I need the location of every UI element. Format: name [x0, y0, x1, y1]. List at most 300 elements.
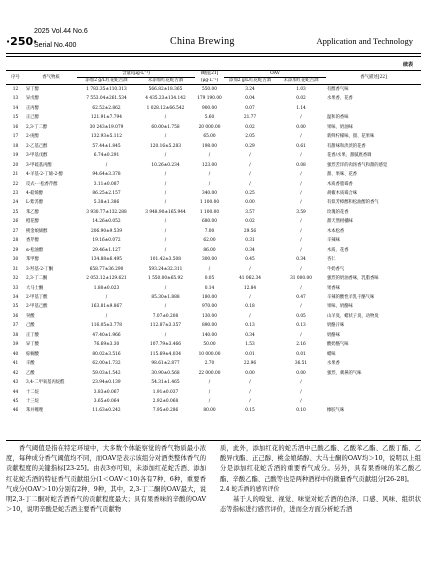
cell-threshold: 62.00 — [203, 238, 216, 244]
cell-oav-noadd: / — [300, 398, 302, 404]
table-row — [6, 142, 421, 151]
cell-content-add: 11.63±0.242 — [92, 408, 121, 414]
cell-oav-noadd: 0.34 — [296, 257, 306, 263]
cell-content-noadd: 593.24±32.311 — [148, 266, 183, 272]
section-heading: 2.4 蛇舌酒的感官评价 — [220, 485, 280, 493]
cell-oav-add: 3.24 — [245, 87, 255, 92]
cell-aroma — [326, 388, 421, 397]
cell-no: 31 — [12, 266, 19, 272]
cell-content-noadd: / — [164, 181, 167, 187]
cell-content-noadd: / — [164, 219, 167, 225]
cell-no: 12 — [12, 87, 19, 92]
header-threshold: 阈值[21] — [195, 71, 224, 78]
cell-oav-add: 41 062.34 — [239, 276, 261, 282]
cell-content-add: 57.44±1.845 — [92, 143, 121, 149]
cell-oav-add: / — [249, 266, 251, 272]
cell-no: 44 — [12, 389, 19, 395]
cell-compound: 异丁醇 — [26, 87, 39, 92]
table-row — [6, 369, 421, 378]
cell-oav-add: 3.57 — [245, 209, 255, 215]
table-row — [6, 274, 421, 283]
cell-no: 29 — [12, 247, 19, 253]
cell-oav-add: 0.25 — [245, 190, 255, 196]
cell-aroma: 甜天然柑橘味 — [327, 219, 353, 225]
table-row — [6, 208, 421, 217]
cell-no: 37 — [12, 323, 19, 329]
cell-content-add: 30 243±19.079 — [89, 124, 124, 130]
volume-info: 2025 Vol.44 No.6 — [34, 28, 88, 35]
cell-no: 16 — [12, 124, 19, 130]
cell-content-noadd: 107.79±3.466 — [150, 342, 181, 348]
cell-threshold: 2.70 — [204, 361, 215, 367]
cell-oav-add: / — [249, 153, 251, 159]
cell-oav-add: 2.05 — [245, 134, 255, 140]
cell-threshold: 680.00 — [201, 219, 218, 225]
page-number: ·250· — [6, 35, 38, 48]
table-row — [6, 161, 421, 170]
cell-compound: 反式-一松香芹醇 — [26, 181, 58, 187]
cell-no: 19 — [12, 153, 19, 159]
cell-threshold: / — [208, 266, 211, 272]
header-threshold-unit: (μg·L⁻¹) — [195, 78, 224, 85]
cell-oav-add: / — [249, 162, 251, 168]
cell-compound: 3,4-二甲氧基丙烷醛 — [26, 380, 65, 386]
cell-threshold: 22 000.00 — [198, 370, 221, 376]
table-row — [6, 104, 421, 113]
cell-content-add: 7 553.04±261.534 — [86, 96, 127, 102]
cell-content-add: 47.40±1.966 — [92, 332, 121, 338]
cell-compound: α-松油醇 — [26, 247, 44, 253]
cell-content-add: 6.74±0.291 — [93, 153, 120, 159]
cell-oav-add: 0.02 — [245, 124, 255, 130]
cell-aroma: 辛辣味 — [327, 238, 340, 244]
cell-compound: 异戊醇 — [26, 96, 39, 102]
cell-oav-noadd: / — [300, 247, 302, 253]
cell-oav-add: 0.00 — [245, 200, 255, 206]
table-row — [6, 321, 421, 330]
cell-no: 43 — [12, 380, 19, 386]
aroma-table — [6, 70, 421, 416]
paragraph-left: 香气阈值是指在特定环境中，大多数个体能察觉的香气物质最小浓度，每种成分香气阈值均不同，而OAV是表示该组分对酒类整体香气的贡献程度的关键指标[23-25]。由表3亦可知，未添加红花蛇舌酒、添加红花蛇舌酒的特征香气贡献组分(1＜OAV＜10)各有7种、6种，重要香气成分(OAV＞10)分别有2种、9种，其中，2,3-丁二酮的OAV最大，说明2,3-丁二酮对蛇舌酒香气的贡献程度最大；具有果香味的辛酸的OAV＞10，说明辛酸是蛇舌酒主要香气贡献物 — [6, 445, 206, 514]
header-rule-thin — [6, 56, 421, 57]
cell-no: 23 — [12, 190, 19, 196]
cell-content-add: 76.69±3.30 — [93, 342, 120, 348]
cell-aroma: 水果香、花香 — [327, 96, 353, 102]
cell-content-add: 1.80±0.023 — [93, 285, 120, 291]
cell-content-noadd: 7.07±0.208 — [152, 313, 179, 319]
table-row — [6, 350, 421, 359]
table-row — [6, 397, 421, 406]
cell-content-noadd: / — [164, 153, 167, 159]
cell-oav-noadd: 2.16 — [296, 342, 306, 348]
cell-content-noadd: 2.92±0.068 — [152, 398, 179, 404]
cell-compound: 2-甲基己酸 — [26, 304, 48, 310]
cell-oav-noadd: 0.01 — [296, 351, 306, 357]
cell-oav-noadd: 3.59 — [296, 209, 306, 215]
cell-content-add: 3.11±0.087 — [93, 181, 120, 187]
cell-oav-noadd: / — [300, 115, 302, 121]
cell-content-noadd: / — [164, 190, 167, 196]
cell-oav-add: 0.31 — [245, 238, 255, 244]
cell-content-add: 62.00±1.732 — [92, 361, 121, 367]
cell-content-noadd: / — [164, 238, 167, 244]
cell-compound: 癸酸 — [26, 313, 35, 319]
cell-content-noadd: 120.16±5.283 — [150, 143, 181, 149]
cell-aroma: 有醇香气味 — [327, 87, 349, 92]
header-oav-noadd: 未添加红花蛇舌酒 — [276, 78, 326, 85]
table-row — [6, 170, 421, 179]
table-row — [6, 284, 421, 293]
cell-oav-noadd: / — [300, 285, 302, 291]
cell-oav-noadd: / — [300, 238, 302, 244]
cell-oav-add: 0.02 — [245, 219, 255, 225]
serial-info: Serial No.400 — [34, 42, 77, 49]
cell-oav-add: 0.04 — [245, 96, 255, 102]
cell-aroma: 强烈苦洋的肉汤香气和甜的感觉 — [327, 162, 388, 168]
cell-content-noadd: / — [164, 247, 167, 253]
cell-threshold: 0.05 — [204, 276, 215, 282]
cell-content-noadd: 566.82±18.365 — [148, 87, 183, 92]
cell-oav-add: 0.45 — [245, 257, 255, 263]
cell-oav-add: 21.77 — [243, 115, 257, 121]
cell-no: 41 — [12, 361, 19, 367]
cell-content-noadd: 115.69±4.034 — [150, 351, 181, 357]
cell-oav-noadd: / — [300, 332, 302, 338]
table-row — [6, 123, 421, 132]
cell-content-add: / — [105, 294, 108, 300]
cell-compound: 2,3-丁二醇 — [26, 124, 48, 130]
cell-threshold: 890.00 — [201, 323, 218, 329]
table-row — [6, 180, 421, 189]
cell-content-add: 86.25±2.157 — [92, 190, 121, 196]
cell-oav-noadd: 0.10 — [296, 408, 306, 414]
cell-oav-add: / — [249, 181, 251, 187]
cell-oav-add: 0.13 — [245, 323, 255, 329]
cell-oav-noadd: / — [300, 181, 302, 187]
header-add: 添加2 g/L红花蛇舌酒 — [77, 78, 136, 85]
table-row — [6, 378, 421, 387]
table-row — [6, 340, 421, 349]
table-header — [6, 71, 421, 85]
cell-content-add: 163.81±9.867 — [91, 304, 122, 310]
cell-aroma: 酸奶酪气味 — [327, 342, 349, 348]
cell-content-noadd: / — [164, 200, 167, 206]
cell-oav-noadd: / — [300, 134, 302, 140]
cell-oav-add: 0.01 — [245, 351, 255, 357]
cell-oav-add: / — [249, 398, 251, 404]
cell-no: 38 — [12, 332, 19, 338]
table-row — [6, 293, 421, 302]
header-content: 含量/(μg·L⁻¹) — [77, 71, 195, 78]
cell-compound: 苯乙醇 — [26, 209, 39, 215]
cell-threshold: 123.00 — [201, 162, 218, 168]
cell-no: 45 — [12, 398, 19, 404]
cell-content-add: 658.77±36.290 — [89, 266, 124, 272]
cell-aroma: 蜡味 — [327, 351, 336, 357]
cell-oav-noadd: 1.03 — [296, 87, 306, 92]
text-column-left — [6, 444, 206, 515]
cell-content-add: 23.94±0.139 — [92, 380, 121, 386]
page-header — [0, 0, 427, 58]
cell-aroma — [326, 397, 421, 406]
cell-content-noadd: 54.31±1.465 — [151, 380, 180, 386]
cell-content-add: 80.02±3.516 — [92, 351, 121, 357]
cell-oav-noadd: 36.51 — [294, 361, 308, 367]
cell-oav-add: 0.29 — [245, 143, 255, 149]
cell-no: 13 — [12, 96, 19, 102]
cell-oav-noadd: 0.61 — [296, 143, 306, 149]
cell-oav-noadd: 0.00 — [296, 370, 306, 376]
cell-compound: L-紫苏醇 — [26, 200, 44, 206]
table-row — [6, 302, 421, 311]
cell-content-add: 5.38±1.386 — [93, 200, 120, 206]
cell-compound: 棕榈酸 — [26, 351, 39, 357]
table-row — [6, 217, 421, 226]
header-rule — [6, 53, 421, 54]
cell-aroma: 甜、果味、花香 — [327, 172, 358, 178]
cell-threshold: 340.00 — [201, 190, 218, 196]
cell-threshold: 1 100.00 — [199, 200, 220, 206]
cell-oav-add: / — [249, 380, 251, 386]
cell-compound: 正丁酸 — [26, 332, 39, 338]
header-oav: OAV — [224, 71, 326, 78]
cell-content-add: 14.26±0.052 — [92, 219, 121, 225]
cell-oav-noadd: / — [300, 389, 302, 395]
table-row — [6, 236, 421, 245]
cell-compound: 大马士酮 — [26, 285, 44, 291]
cell-no: 36 — [12, 313, 19, 319]
cell-content-noadd: 1 550.00±65.92 — [147, 276, 184, 282]
cell-threshold: 65.00 — [203, 134, 216, 140]
cell-oav-noadd: / — [300, 153, 302, 159]
cell-threshold: 179 190.00 — [197, 96, 222, 102]
cell-aroma: 奶酪味 — [327, 332, 340, 338]
paragraph-right: 质，此外，添加红花的蛇舌酒中己酸乙酯、乙酸苯乙酯、乙酸丁酯、乙酸异戊酯、正己醇、桃金娘烯醇、大马士酮的OAV均＞10，说明以上组分是添加红花蛇舌酒的重要香气成分。另外，具有果香味的苯乙酸乙酯、辛酸乙酯、己酸等也是两种酒样中的微量香气贡献组分[26-28]。 — [220, 445, 421, 483]
table-row — [6, 359, 421, 368]
cell-threshold: 5.60 — [204, 115, 215, 121]
cell-compound: 苯甲醇 — [26, 257, 39, 263]
cell-oav-add: 22.96 — [243, 361, 257, 367]
cell-oav-noadd: / — [300, 266, 302, 272]
cell-no: 32 — [12, 276, 19, 282]
cell-oav-noadd: / — [300, 172, 302, 178]
cell-no: 26 — [12, 219, 19, 225]
cell-no: 42 — [12, 370, 19, 376]
header-compound: 香气物质 — [25, 71, 77, 85]
table-row — [6, 312, 421, 321]
cell-oav-add: / — [249, 294, 251, 300]
cell-threshold: 550.00 — [201, 87, 218, 92]
cell-no: 46 — [12, 408, 19, 414]
cell-oav-add: 0.00 — [245, 370, 255, 376]
header-no: 序号 — [6, 71, 25, 85]
cell-oav-noadd: / — [300, 190, 302, 196]
table-row — [6, 265, 421, 274]
cell-no: 21 — [12, 172, 19, 178]
cell-threshold: 50.00 — [203, 342, 216, 348]
cell-compound: 橙花醇 — [26, 219, 39, 225]
cell-content-noadd: 98.61±2.877 — [151, 361, 180, 367]
cell-content-noadd: 10.26±0.234 — [151, 162, 180, 168]
cell-content-noadd: / — [164, 304, 167, 310]
cell-oav-add: / — [249, 313, 251, 319]
cell-content-add: 29.46±1.127 — [92, 247, 121, 253]
cell-content-noadd: 1.91±0.037 — [152, 389, 179, 395]
cell-aroma: 奶酪汗味 — [327, 323, 345, 329]
cell-oav-add: 0.34 — [245, 332, 255, 338]
text-column-right — [220, 444, 421, 515]
cell-compound: 乙酸 — [26, 370, 35, 376]
cell-no: 14 — [12, 105, 19, 111]
cell-content-noadd: / — [164, 285, 167, 291]
cell-content-add: / — [105, 313, 108, 319]
table-row — [6, 85, 421, 95]
cell-oav-noadd: 1.14 — [296, 105, 306, 111]
cell-content-add: / — [105, 162, 108, 168]
header-noadd: 未添加红花蛇舌酒 — [136, 78, 195, 85]
cell-content-noadd: / — [164, 115, 167, 121]
cell-content-noadd: / — [164, 172, 167, 178]
cell-aroma: 牛奶香气 — [327, 266, 345, 272]
cell-no: 15 — [12, 115, 19, 121]
cell-compound: 辛酸 — [26, 361, 35, 367]
cell-oav-noadd: 31 000.00 — [290, 276, 312, 282]
cell-oav-noadd: / — [300, 200, 302, 206]
cell-content-add: 19.16±0.072 — [92, 238, 121, 244]
cell-compound: 香芹醇 — [26, 238, 39, 244]
cell-threshold: 0.14 — [204, 285, 215, 291]
cell-threshold: 80.00 — [203, 408, 216, 414]
table-row — [6, 113, 421, 122]
cell-oav-noadd: 0.05 — [296, 313, 306, 319]
cell-content-noadd: / — [164, 228, 167, 234]
cell-content-noadd: 85.30±1.888 — [151, 294, 180, 300]
cell-oav-noadd: 0.02 — [296, 96, 306, 102]
cell-aroma: 木质、花香 — [327, 247, 349, 253]
cell-threshold: / — [208, 172, 211, 178]
cell-aroma: 果香味 — [327, 285, 340, 291]
cell-no: 17 — [12, 134, 19, 140]
cell-oav-noadd: / — [300, 228, 302, 234]
cell-aroma: 山羊臭、蜡状子臭、动物臭 — [327, 313, 379, 319]
cell-compound: 十三烷 — [26, 398, 39, 404]
cell-content-add: 59.03±1.542 — [92, 370, 121, 376]
cell-threshold: / — [208, 389, 211, 395]
cell-aroma: 强烈、刺鼻的气味 — [327, 370, 362, 376]
cell-aroma: 果味、奶油味 — [327, 124, 353, 130]
cell-compound: 4-萜烯醇 — [26, 190, 44, 196]
cell-content-noadd: 3 948.90±165.944 — [145, 209, 186, 215]
cell-no: 33 — [12, 285, 19, 291]
table-row — [6, 255, 421, 264]
cell-compound: 正己醇 — [26, 115, 39, 121]
cell-compound: 3-甲硫基丙醇 — [26, 162, 52, 168]
cell-compound: 3-甲基戊醇 — [26, 153, 48, 159]
section-name: Application and Technology — [316, 36, 413, 46]
cell-aroma: 有甜味和淡淡的花香 — [327, 143, 366, 149]
cell-aroma — [326, 104, 421, 113]
cell-threshold: 140.00 — [201, 332, 218, 338]
cell-content-noadd: 30.90±0.568 — [151, 370, 180, 376]
cell-content-add: 94.64±3.378 — [92, 172, 121, 178]
cell-compound: 2-庚醇 — [26, 134, 39, 140]
cell-aroma — [326, 378, 421, 387]
cell-aroma: 果味，奶酪味 — [327, 304, 353, 310]
cell-content-noadd: / — [164, 134, 167, 140]
cell-content-add: 132.93±5.112 — [91, 134, 122, 140]
cell-content-add: 121.91±7.794 — [91, 115, 122, 121]
cell-oav-noadd: / — [300, 304, 302, 310]
cell-compound: 2-乙基己醇 — [26, 143, 48, 149]
cell-oav-noadd: / — [300, 219, 302, 225]
cell-threshold: 970.00 — [201, 304, 218, 310]
cell-aroma: 木质香脂霉香 — [327, 181, 353, 187]
table-row — [6, 189, 421, 198]
cell-content-add: 206.90±9.539 — [91, 228, 122, 234]
cell-oav-noadd: / — [300, 380, 302, 386]
cell-compound: 苯并噻唑 — [26, 408, 44, 414]
cell-threshold: 20 000.00 — [198, 124, 221, 130]
cell-threshold: 180.00 — [201, 294, 218, 300]
cell-threshold: / — [208, 380, 211, 386]
cell-oav-noadd: 0.47 — [296, 294, 306, 300]
cell-compound: 2,3-丁二酮 — [26, 276, 48, 282]
cell-compound: 异丁酸 — [26, 342, 39, 348]
cell-compound: 3-羟基-2-丁酮 — [26, 266, 54, 272]
cell-content-noadd: 4 435.23±134.142 — [145, 96, 186, 102]
cell-oav-add: 12.84 — [243, 285, 257, 291]
table-row — [6, 331, 421, 340]
cell-threshold: 130.00 — [201, 313, 218, 319]
paragraph-right-2: 基于人的嗅觉、视觉、味觉对蛇舌酒的色泽、口感、风味、组织状态等指标进行感官评价，进而全方面分析蛇舌酒 — [220, 496, 421, 514]
cell-no: 28 — [12, 238, 19, 244]
cell-compound: 己酸 — [26, 323, 35, 329]
cell-no: 39 — [12, 342, 19, 348]
table-row — [6, 132, 421, 141]
cell-no: 35 — [12, 304, 19, 310]
cell-oav-noadd: 0.00 — [296, 124, 306, 130]
cell-threshold: / — [208, 181, 211, 187]
cell-no: 20 — [12, 162, 19, 168]
cell-no: 30 — [12, 257, 19, 263]
table-bottom-rule — [6, 440, 421, 441]
cell-oav-add: 0.15 — [245, 408, 255, 414]
cell-aroma: 辛辣的酸性羊乳干酪气味 — [327, 294, 375, 300]
cell-aroma: 玫瑰的花香 — [327, 209, 349, 215]
cell-oav-add: 29.56 — [243, 228, 257, 234]
cell-content-noadd: 1 028.12±66.542 — [146, 105, 185, 111]
cell-oav-noadd: 0.08 — [296, 162, 306, 168]
cell-oav-add: 0.07 — [245, 105, 255, 111]
cell-oav-add: / — [249, 172, 251, 178]
cell-content-add: 134.88±6.495 — [91, 257, 122, 263]
table-row — [6, 227, 421, 236]
cell-aroma: 杏仁 — [327, 257, 336, 263]
cell-content-add: 2 053.12±129.621 — [86, 276, 127, 282]
cell-oav-add: 0.34 — [245, 247, 255, 253]
table-row — [6, 151, 421, 160]
table-row — [6, 94, 421, 103]
table-row — [6, 388, 421, 397]
cell-content-add: 3.83±0.067 — [93, 389, 120, 395]
cell-content-add: 1 783.35±110.313 — [86, 87, 127, 92]
cell-compound: 4-羊基-2-丁烯-2-醇 — [26, 172, 63, 178]
cell-compound: 十二烷 — [26, 389, 39, 395]
table-row — [6, 246, 421, 255]
cell-content-noadd: 60.00±1.758 — [151, 124, 180, 130]
cell-threshold: / — [208, 398, 211, 404]
cell-threshold: 300.00 — [201, 257, 218, 263]
